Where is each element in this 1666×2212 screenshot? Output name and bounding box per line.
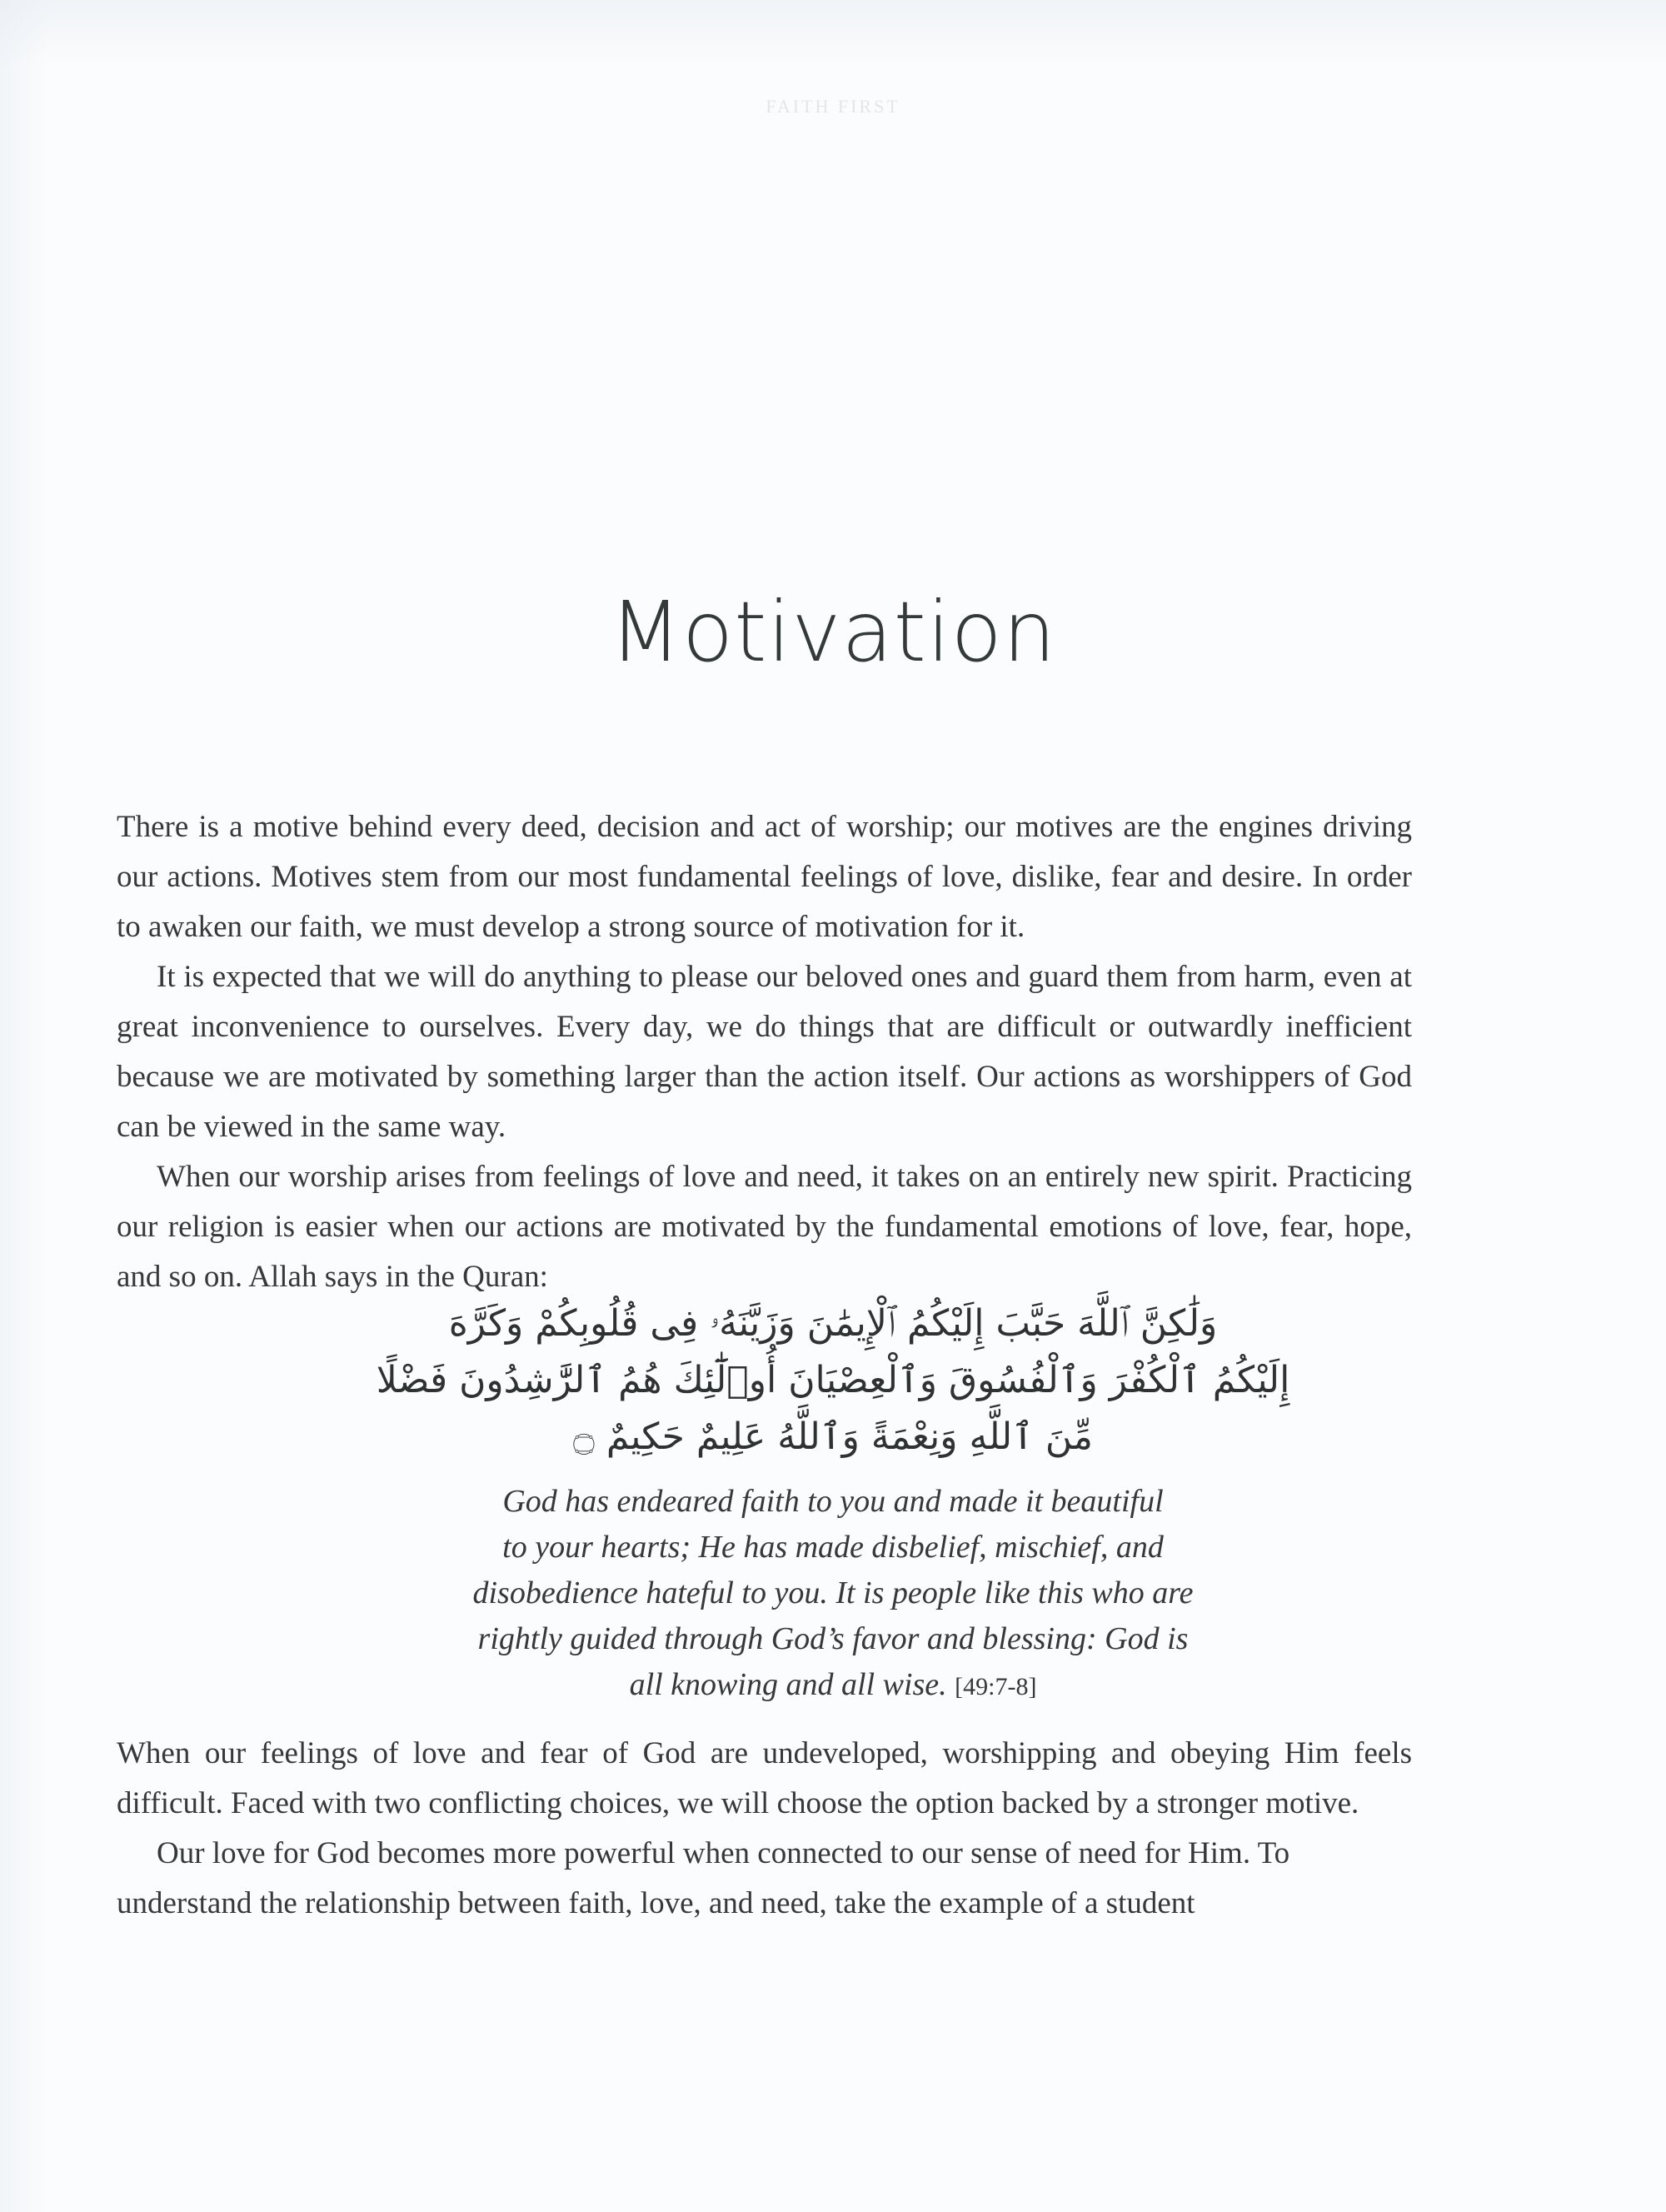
chapter-title: Motivation: [609, 583, 1057, 681]
translation-line: disobedience hateful to you. It is people like this who are: [472, 1575, 1194, 1610]
translation-line: all knowing and all wise.: [629, 1667, 947, 1702]
arabic-line: وَلَٰكِنَّ ٱللَّهَ حَبَّبَ إِلَيْكُمُ ٱلْإِيمَٰنَ وَزَيَّنَهُۥ فِى قُلُوبِكُمْ وَكَرَّهَ: [448, 1302, 1218, 1345]
arabic-line: إِلَيْكُمُ ٱلْكُفْرَ وَٱلْفُسُوقَ وَٱلْعِصْيَانَ أُو۟لَٰٓئِكَ هُمُ ٱلرَّٰشِدُونَ فَضْلًا: [376, 1359, 1290, 1401]
translation-line: rightly guided through God’s favor and blessing: God is: [477, 1621, 1189, 1656]
running-head: FAITH FIRST: [766, 96, 900, 117]
verse-reference: [49:7-8]: [955, 1673, 1037, 1700]
paragraph: Our love for God becomes more powerful when connected to our sense of need for Him. To understand the relationship between faith, love, and need, take the example of a student: [117, 1836, 1290, 1920]
paragraph: It is expected that we will do anything to please our beloved ones and guard them from harm, even at great inconvenience to ourselves. Every day, we do things that are difficult or outwardly inefficient because we are motivated by something larger than the action itself. Our actions as worshippers of God can be viewed in the same way.: [117, 960, 1412, 1144]
paragraph: There is a motive behind every deed, decision and act of worship; our motives are the engines driving our actions. Motives stem from our most fundamental feelings of love, dislike, fear and desire. In order to awaken our faith, we must develop a strong source of motivation for it.: [117, 810, 1412, 944]
body-text-after-quote: [117, 1729, 1412, 1929]
arabic-line: مِّنَ ٱللَّهِ وَنِعْمَةً وَٱللَّهُ عَلِيمٌ حَكِيمٌ ۝: [573, 1416, 1093, 1458]
paragraph: When our worship arises from feelings of love and need, it takes on an entirely new spirit. Practicing our religion is easier when our actions are motivated by the fundamental emotions of love, fear, hope, and so on. Allah says in the Quran:: [117, 1160, 1412, 1294]
body-text-before-quote: [117, 802, 1412, 1302]
quran-arabic-verse: [333, 1296, 1333, 1466]
paragraph: When our feelings of love and fear of God are undeveloped, worshipping and obeying Him feels difficult. Faced with two conflicting choices, we will choose the option backed by a stronger motive.: [117, 1736, 1412, 1820]
translation-line-last: [283, 1662, 1383, 1710]
quran-translation: [283, 1479, 1383, 1710]
translation-line: to your hearts; He has made disbelief, mischief, and: [502, 1530, 1164, 1565]
translation-line: God has endeared faith to you and made it beautiful: [502, 1484, 1164, 1519]
